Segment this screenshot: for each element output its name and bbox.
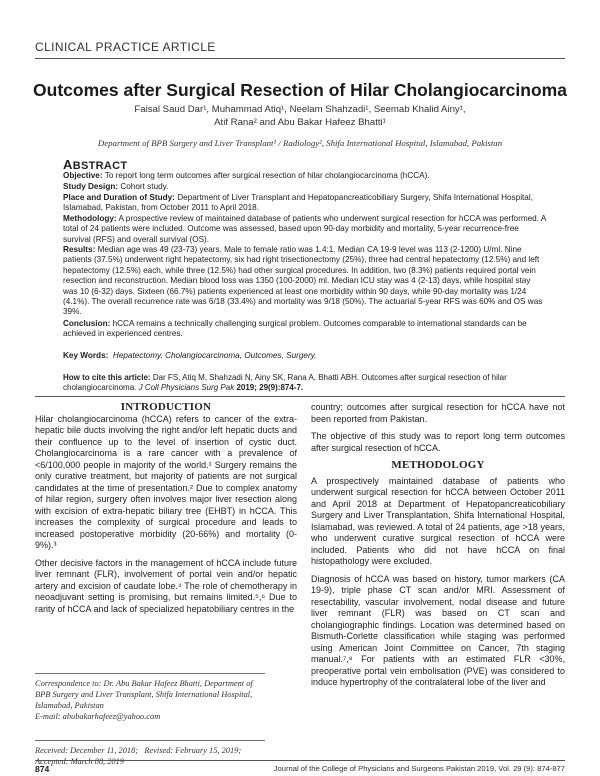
conclusion-label: Conclusion: xyxy=(63,319,111,328)
intro-paragraph-3: The objective of this study was to report long term outcomes after surgical resection of hCCA. xyxy=(311,431,565,453)
keywords-text: Hepatectomy, Cholangiocarcinoma, Outcomes, Surgery. xyxy=(112,351,317,360)
conclusion-text: hCCA remains a technically challenging surgical problem. Outcomes comparable to international standards can be achieved in experienced centres. xyxy=(63,319,527,339)
results-text: Median age was 49 (23-73) years. Male to female ratio was 1.4:1. Median CA 19-9 level was 113 (2-1200) U/ml. Nine patients (37.5%) underwent right hepatectomy, six had right trisectionectomy (25%), three had central hepatectomy (12.5%) and left hepatectomy (12.5%) each, while three (12.5%) had other surgical procedures. In addition, two (8.3%) patients required portal vein resection and reconstruction. Median blood loss was 1350 (100-2000) ml. Median ICU stay was 4 (2-13) days, while hospital stay was 10 (6-32) days. Sixteen (66.7%) patients experienced at least one morbidity within 90 days, while 90-day mortality was 1/24 (4.1%). The overall recurrence rate was 6/18 (33.4%) and mortality was 9/18 (50%). The actuarial 5-year RFS was 60% and OS was 39%. xyxy=(63,245,543,317)
abstract-heading xyxy=(63,157,127,172)
introduction-heading: INTRODUCTION xyxy=(120,401,212,413)
intro-paragraph-2-continued: country; outcomes after surgical resection for hCCA have not been reported from Pakistan. xyxy=(311,402,565,424)
objective-label: Objective: xyxy=(63,171,103,180)
intro-paragraph-2: Other decisive factors in the management of hCCA include future liver remnant (FLR), involvement of portal vein and/or hepatic artery and excision of caudate lobe.⁴ The role of chemotherapy in neoadjuvant setting is promising, but remains limited.⁵,⁶ Due to rarity of hCCA and lack of specialized hepatobiliary centres in the xyxy=(35,557,297,614)
article-title: Outcomes after Surgical Resection of Hilar Cholangiocarcinoma xyxy=(33,80,567,100)
page-number: 874 xyxy=(35,764,50,774)
place-text: Department of Liver Transplant and Hepatopancreaticobiliary Surgery, Shifa International Hospital, Islamabad, Pakistan, from October 2011 to April 2018. xyxy=(63,193,533,213)
abstract-results xyxy=(63,245,547,318)
place-label: Place and Duration of Study: xyxy=(63,193,175,202)
dates-accepted: Accepted: March 08, 2019 xyxy=(35,757,124,766)
correspondence-address: Correspondence to: Dr. Abu Bakar Hafeez Bhatti, Department of BPB Surgery and Liver Transplant, Shifa International Hospital, Islamabad, Pakistan xyxy=(35,679,253,710)
footer-rule xyxy=(35,760,565,761)
design-label: Study Design: xyxy=(63,182,119,191)
citation-volume: 2019; 29(9):874-7. xyxy=(236,383,304,393)
methodology-paragraph-1: A prospectively maintained database of patients who underwent surgical resection for hCCA between October 2011 and April 2018 at Department of Hepatopancreaticobiliary Surgery and Liver Transplantation, Shifa International Hospital, Islamabad, was reviewed. A total of 24 patients, age >18 years, who underwent curative surgical resection of hCCA were included. Patients who did not have hCCA on final histopathology were excluded. xyxy=(311,475,565,566)
design-text: Cohort study. xyxy=(120,182,169,191)
abstract-conclusion xyxy=(63,319,547,340)
abstract-place xyxy=(63,193,547,214)
keywords xyxy=(63,351,316,360)
authors-line-1: Faisal Saud Dar¹, Muhammad Atiq¹, Neelam Shahzadi¹, Seemab Khalid Ainy¹, xyxy=(134,104,466,115)
article-dates xyxy=(35,745,275,767)
author-list xyxy=(40,104,560,129)
citation-text: Dar FS, Atiq M, Shahzadi N, Ainy SK, Rana A, Bhatti ABH. Outcomes after surgical resection of hilar cholangiocarcinoma. xyxy=(63,373,507,393)
citation-journal: J Coll Physicians Surg Pak xyxy=(138,383,235,393)
journal-reference: Journal of the College of Physicians and Surgeons Pakistan 2019, Vol. 29 (9): 874-877 xyxy=(273,764,565,773)
results-label: Results: xyxy=(63,245,96,254)
affiliation: Department of BPB Surgery and Liver Transplant¹ / Radiology², Shifa International Hospital, Islamabad, Pakistan xyxy=(97,138,503,148)
methodology-label: Methodology: xyxy=(63,214,117,223)
correspondence-email: E-mail: abubakarhafeez@yahoo.com xyxy=(35,712,161,721)
dates-rule xyxy=(35,740,265,741)
abstract-objective xyxy=(63,171,547,181)
correspondence-rule xyxy=(35,673,265,674)
methodology-paragraph-2: Diagnosis of hCCA was based on history, tumor markers (CA 19-9), triple phase CT scan and/or MRI. Assessment of resectability, vascular involvement, nodal disease and future liver remnant (FLR) was based on CT scan and cholangiographic findings. Location was determined based on Bismuth-Corlette classification while staging was performed using American Joint Committee on Cancer, 7th staging manual.⁷,⁸ For patients with an estimated FLR <30%, preoperative portal vein embolisation (PVE) was considered to induce hypertrophy of the contralateral lobe of the liver and xyxy=(311,573,565,687)
objective-text: To report long term outcomes after surgical resection of hilar cholangiocarcinoma (hCCA). xyxy=(104,171,430,180)
intro-paragraph-1: Hilar cholangiocarcinoma (hCCA) refers to cancer of the extra-hepatic bile ducts involving the right and/or left hepatic ducts and their confluence up to the level of insertion of cystic duct. Cholangiocarcinoma is a rare cancer with a prevalence of <6/100,000 people in majority of the world.¹ Surgery remains the only curative treatment, but majority of patients are not surgical candidates at the time of presentation.² Due to complex anatomy of hilar region, surgery often involves major liver resection along with excision of extra-hepatic biliary tree (EHBT) in hCCA. This increases the complexity of surgical procedure and leads to increased postoperative morbidity (20-66%) and mortality (0-9%).³ xyxy=(35,413,297,550)
authors-line-2: Atif Rana² and Abu Bakar Hafeez Bhatti¹ xyxy=(214,116,386,128)
correspondence xyxy=(35,678,265,722)
abstract-design xyxy=(63,182,547,192)
left-column xyxy=(35,402,297,621)
methodology-text: A prospective review of maintained database of patients who underwent surgical resection for hCCA was performed. A total of 24 patients were included. Outcome was assessed, based upon 90-day morbidity and mortality, 5-year recurrence-free survival (RFS) and overall survival (OS). xyxy=(63,214,546,244)
abstract-heading-rest: BSTRACT xyxy=(72,160,128,172)
keywords-label: Key Words: xyxy=(63,351,109,360)
citation-label: How to cite this article: xyxy=(63,373,151,382)
dates-received-revised: Received: December 11, 2018; Revised: February 15, 2019; xyxy=(35,746,242,755)
abstract-rule xyxy=(35,396,565,397)
citation xyxy=(63,373,547,394)
methodology-heading: METHODOLOGY xyxy=(391,459,485,471)
abstract-heading-initial: A xyxy=(63,157,73,172)
section-label: CLINICAL PRACTICE ARTICLE xyxy=(35,40,216,54)
abstract-methodology xyxy=(63,214,547,245)
right-column xyxy=(311,402,565,695)
header-rule xyxy=(35,58,565,59)
